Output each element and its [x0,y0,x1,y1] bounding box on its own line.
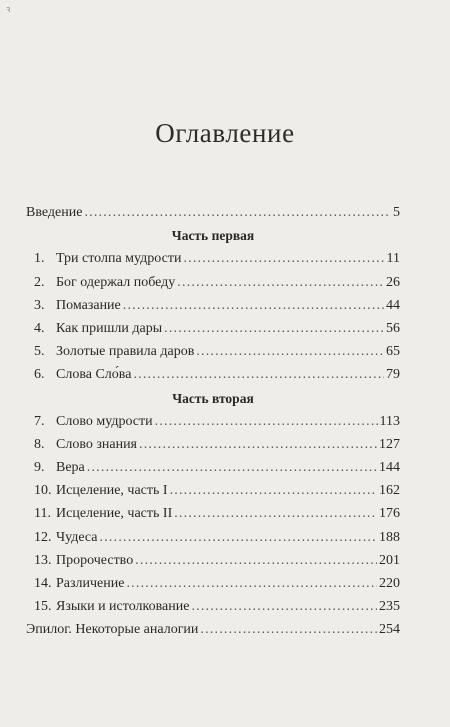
dot-leader [135,549,377,572]
chapter-number: 2. [34,274,45,290]
dot-leader [164,317,384,340]
toc-entry-title: Бог одержал победу [56,274,176,290]
toc-entry-title: Исцеление, часть I [56,483,168,499]
chapter-number: 11. [34,506,51,522]
dot-leader [155,410,378,433]
dot-leader [170,479,377,502]
dot-leader [84,201,391,224]
toc-chapter-row [26,572,400,595]
page-number: 113 [379,413,400,429]
part-title: Часть вторая [172,390,254,406]
toc-chapter-row [26,526,400,549]
page-number: 235 [379,599,400,615]
dot-leader [133,363,384,386]
page-number: 127 [379,436,400,452]
dot-leader [200,618,377,641]
toc-chapter-row [26,410,400,433]
page-number: 188 [379,529,400,545]
toc-chapter-row [26,247,400,270]
page-number: 26 [386,274,400,290]
table-of-contents [26,201,400,642]
toc-entry-title: Слово знания [56,436,137,452]
page-number: 220 [379,576,400,591]
toc-entry-title: Чудеса [56,529,98,545]
page-number: 79 [386,367,400,383]
chapter-number: 9. [34,460,45,476]
page-number: 176 [379,506,400,522]
toc-entry-title: Вера [56,460,85,476]
dot-leader [126,572,377,595]
chapter-number: 13. [34,552,52,568]
toc-chapter-row [26,595,400,618]
toc-chapter-row [26,340,400,363]
toc-entry-title: Три столпа мудрости [56,251,182,267]
toc-part-heading [26,224,400,247]
dot-leader [139,433,377,456]
dot-leader [177,271,384,294]
chapter-number: 14. [34,576,52,591]
page-corner-mark: ꝛ [6,4,11,14]
page-number: 65 [386,344,400,360]
page-number: 201 [379,552,400,568]
toc-chapter-row [26,549,400,572]
chapter-number: 12. [34,529,52,545]
dot-leader [196,340,384,363]
toc-entry-title: Различение [56,576,125,591]
toc-chapter-row [26,456,400,479]
part-title: Часть первая [171,228,255,244]
page-number: 5 [393,205,400,220]
page-number: 144 [379,460,400,476]
toc-chapter-row [26,317,400,340]
toc-chapter-row [26,502,400,525]
page-number: 11 [386,251,400,267]
toc-entry-title: Золотые правила даров [56,344,195,360]
toc-entry-title: Слова Сло́ва [56,367,132,383]
page-number: 254 [379,622,400,638]
toc-chapter-row [26,363,400,386]
toc-chapter-row [26,479,400,502]
dot-leader [87,456,377,479]
chapter-number: 1. [34,251,45,267]
chapter-number: 15. [34,599,52,615]
chapter-number: 8. [34,436,45,452]
toc-chapter-row [26,271,400,294]
page-number: 162 [379,483,400,499]
toc-entry-title: Как пришли дары [56,320,163,336]
dot-leader [191,595,377,618]
toc-entry-title: Пророчество [56,552,134,568]
dot-leader [174,502,377,525]
dot-leader [123,294,384,317]
page-title: Оглавление [155,118,295,148]
dot-leader [183,247,384,270]
toc-part-heading [26,387,400,410]
toc-entry-row [26,618,400,641]
page-number: 56 [386,320,400,336]
toc-entry-title: Введение [26,205,83,220]
toc-entry-title: Языки и истолкование [56,599,190,615]
chapter-number: 5. [34,344,45,360]
toc-chapter-row [26,294,400,317]
chapter-number: 4. [34,320,45,336]
toc-entry-title: Слово мудрости [56,413,153,429]
page-number: 44 [386,297,400,313]
chapter-number: 7. [34,413,45,429]
dot-leader [100,526,377,549]
chapter-number: 6. [34,367,45,383]
chapter-number: 10. [34,483,52,499]
toc-entry-title: Исцеление, часть II [56,506,173,522]
toc-entry-title: Помазание [56,297,121,313]
toc-entry-row [26,201,400,224]
toc-entry-title: Эпилог. Некоторые аналогии [26,622,199,638]
toc-chapter-row [26,433,400,456]
chapter-number: 3. [34,297,45,313]
